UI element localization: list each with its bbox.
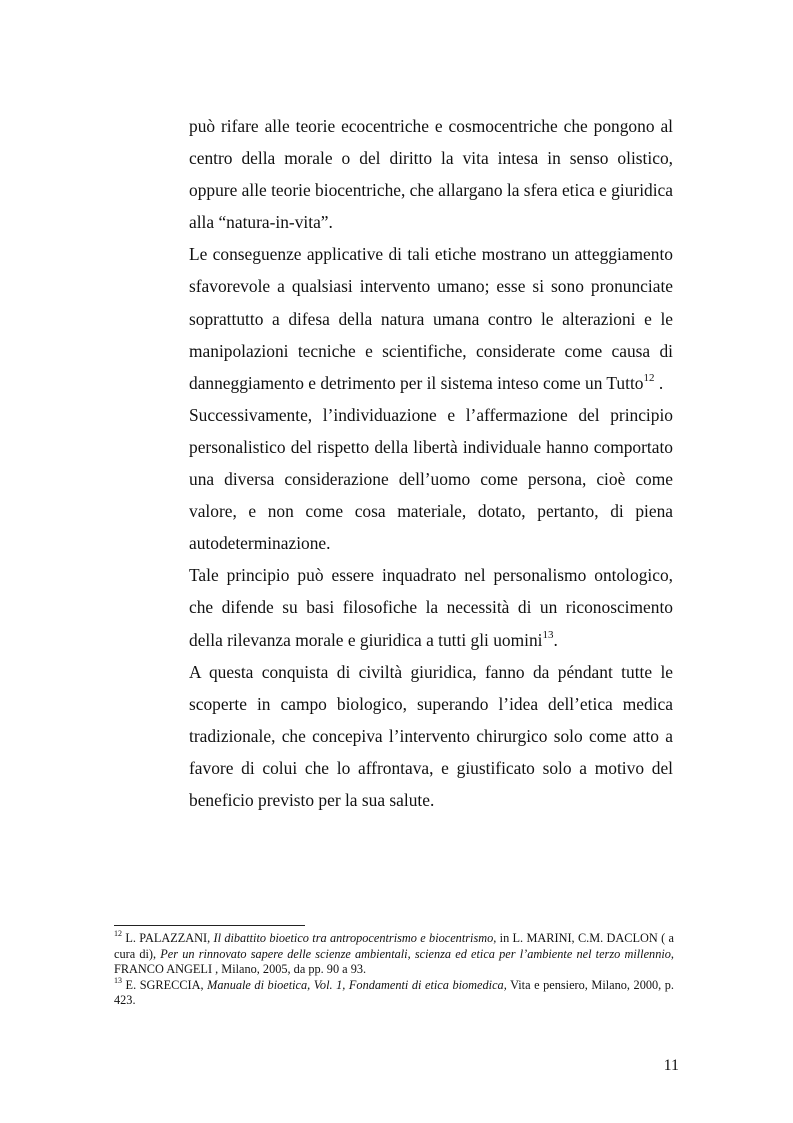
paragraph-5-text: A questa conquista di civiltà giuridica, fanno da péndant tutte le scoperte in campo biologico, superando l’idea dell’etica medica tradizionale, che concepiva l’intervento chirurgico solo come atto a favore di colui che lo affrontava, e giustificato solo a motivo del beneficio previsto per la sua salute. [189,661,673,810]
footnote-text: in L. MARINI, C.M. DACLON ( a cura di), [114,931,674,961]
paragraph-4 [189,559,673,655]
footnote-text: L. PALAZZANI, [122,931,214,945]
paragraph-3-text: Successivamente, l’individuazione e l’affermazione del principio personalistico del rispetto della libertà individuale hanno comportato una diversa considerazione dell’uomo come persona, cioè come valore, e non come cosa materiale, dotato, pertanto, di piena autodeterminazione. [189,404,673,554]
footnote-title: Per un rinnovato sapere delle scienze ambientali, scienza ed etica per l’ambiente nel terzo millennio [160,946,671,961]
footnote-title: Il dibattito bioetico tra antropocentrismo e biocentrismo, [213,931,497,945]
footnote-number: 13 [114,975,122,985]
paragraph-1-text: può rifare alle teorie ecocentriche e cosmocentriche che pongono al centro della morale o del diritto la vita intesa in senso olistico, oppure alle teorie biocentriche, che allargano la sfera etica e giuridica alla “natura-in-vita”. [189,116,673,233]
paragraph-2-text: Le conseguenze applicative di tali etiche mostrano un atteggiamento sfavorevole a qualsiasi intervento umano; esse si sono pronunciate soprattutto a difesa della natura umana contro le alterazioni e le manipolazioni tecniche e scientifiche, considerate come causa di danneggiamento e detrimento per il sistema inteso come un Tutto [189,244,673,393]
paragraph-4-tail: . [553,629,558,650]
footnote-13 [114,975,675,1009]
footnote-ref-13[interactable]: 13 [542,628,554,641]
footnote-text: , FRANCO ANGELI , Milano, 2005, da pp. 90 a 93. [114,946,674,977]
footnote-text: Vita e pensiero, Milano, 2000, p. 423. [114,977,675,1008]
footnote-12 [114,928,674,978]
paragraph-1 [189,110,673,238]
footnote-separator [114,925,305,926]
paragraph-2 [189,238,673,398]
footnote-ref-12[interactable]: 12 [643,371,655,384]
paragraph-5 [189,656,673,816]
footnote-number: 12 [114,928,122,938]
footnotes [114,928,675,1009]
footnote-text: E. SGRECCIA, [122,977,208,992]
page-number: 11 [663,1057,679,1074]
paragraph-3 [189,399,673,559]
body-text [189,110,673,816]
footnote-title: Manuale di bioetica, Vol. 1, Fondamenti di etica biomedica, [207,977,507,992]
paragraph-2-tail: . [654,372,664,393]
paragraph-4-text: Tale principio può essere inquadrato nel personalismo ontologico, che difende su basi filosofiche la necessità di un riconoscimento della rilevanza morale e giuridica a tutti gli uomini [189,565,673,650]
